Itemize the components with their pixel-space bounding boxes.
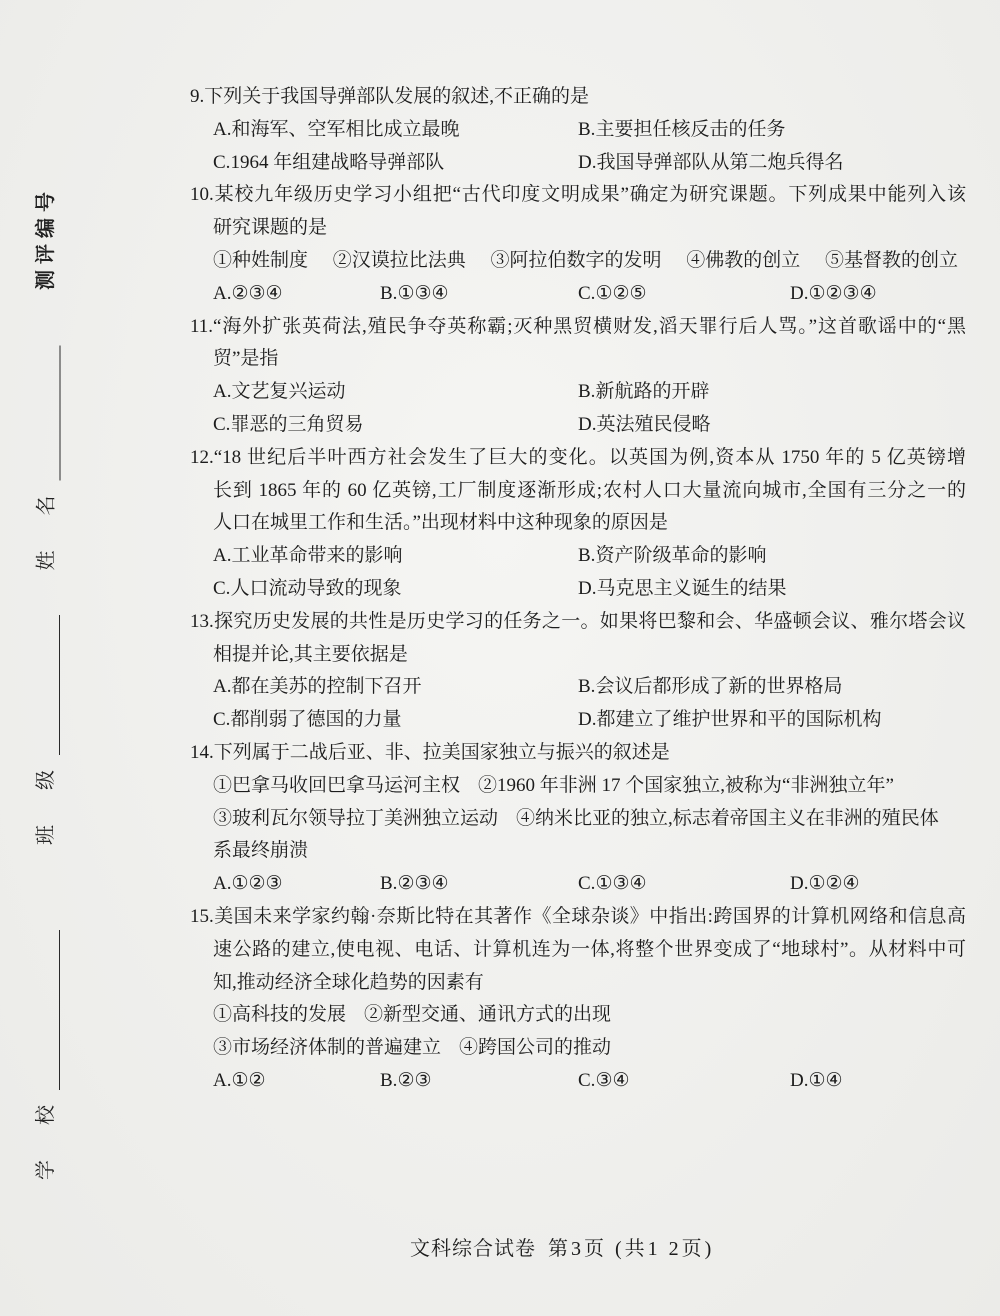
statement-item: ②汉谟拉比法典 (332, 249, 466, 271)
option-c (213, 409, 578, 442)
option-text: 工业革命带来的影响 (231, 545, 403, 567)
options-row (213, 409, 966, 442)
option-text: ①②③④ (808, 282, 877, 304)
name-blank (32, 345, 60, 480)
statement-row (213, 835, 966, 868)
option-d (578, 704, 966, 737)
options-row (213, 540, 966, 573)
option-c (578, 1065, 790, 1098)
option-text: 主要担任核反击的任务 (595, 118, 786, 140)
name-label: 姓 名 (35, 480, 57, 570)
options-row (213, 114, 966, 147)
option-text: 和海军、空军相比成立最晚 (231, 118, 460, 140)
statement-item: ④佛教的创立 (686, 249, 801, 271)
question-11 (190, 311, 968, 442)
option-key: B. (380, 873, 398, 895)
question-stem-line (190, 901, 966, 934)
school-label: 学 校 (35, 1090, 57, 1180)
option-key: D. (578, 151, 597, 173)
question-stem-line (213, 507, 966, 540)
statement-row (213, 803, 966, 836)
option-text: 新航路的开辟 (595, 381, 710, 403)
statement-item: ①种姓制度 (213, 249, 309, 271)
option-key: A. (213, 873, 232, 895)
question-number: 14. (190, 741, 214, 763)
question-stem-text: “18 世纪后半叶西方社会发生了巨大的变化。以英国为例,资本从 1750 年的 5 亿英镑增 (213, 446, 966, 468)
option-key: C. (213, 151, 231, 173)
option-text: 文艺复兴运动 (231, 381, 346, 403)
option-a (213, 671, 578, 704)
option-c (578, 868, 790, 901)
option-d (578, 573, 966, 606)
question-stem-text: 速公路的建立,使电视、电话、计算机连为一体,将整个世界变成了“地球村”。从材料中可 (213, 938, 966, 960)
question-number: 15. (190, 905, 214, 927)
options-row (213, 1065, 966, 1098)
statement-item: ⑤基督教的创立 (824, 249, 958, 271)
option-text: ②③④ (231, 282, 283, 304)
option-d (790, 278, 966, 311)
option-b (578, 376, 966, 409)
class-field (32, 615, 60, 845)
option-text: 人口流动导致的现象 (230, 577, 402, 599)
question-number: 10. (190, 184, 214, 206)
option-key: B. (578, 676, 596, 698)
statement-item: ④跨国公司的推动 (459, 1037, 612, 1059)
option-key: C. (578, 1069, 596, 1091)
question-stem-text: 贸”是指 (213, 348, 279, 370)
question-stem-line (213, 967, 966, 1000)
footer-subject: 文科综合试卷 (410, 1238, 536, 1260)
option-text: 英法殖民侵略 (596, 413, 711, 435)
question-stem-text: 知,推动经济全球化趋势的因素有 (213, 971, 484, 993)
option-key: C. (578, 282, 596, 304)
option-key: A. (213, 381, 232, 403)
question-number: 12. (190, 446, 214, 468)
option-key: B. (578, 118, 596, 140)
question-stem-text: 下列关于我国导弹部队发展的叙述,不正确的是 (204, 86, 590, 107)
footer-page-number: 第3页 (共1 2页) (548, 1238, 715, 1260)
question-stem-text: 探究历史发展的共性是历史学习的任务之一。如果将巴黎和会、华盛顿会议、雅尔塔会议 (213, 610, 966, 632)
question-stem-text: 下列属于二战后亚、非、拉美国家独立与振兴的叙述是 (213, 741, 670, 763)
option-key: D. (790, 1069, 809, 1091)
statement-item: ①高科技的发展 (213, 1004, 347, 1026)
question-stem-line (190, 737, 966, 770)
option-c (213, 147, 578, 180)
options-row (213, 376, 966, 409)
question-stem-text: 长到 1865 年的 60 亿英镑,工厂制度逐渐形成;农村人口大量流向城市,全国有三分之一的 (213, 479, 966, 501)
option-a (213, 868, 380, 901)
option-text: 1964 年组建战略导弹部队 (230, 151, 445, 173)
option-key: B. (578, 381, 596, 403)
option-key: B. (380, 282, 398, 304)
option-key: C. (213, 413, 231, 435)
question-number: 13. (190, 610, 214, 632)
class-blank (32, 615, 60, 755)
option-d (578, 147, 966, 180)
statement-item: ①巴拿马收回巴拿马运河主权 (213, 774, 461, 796)
options-row (213, 671, 966, 704)
option-b (380, 868, 578, 901)
option-key: D. (790, 873, 809, 895)
option-text: ①②④ (808, 873, 860, 895)
option-a (213, 376, 578, 409)
option-a (213, 278, 380, 311)
question-stem-line (213, 475, 966, 508)
statement-row (213, 245, 958, 278)
option-b (380, 1065, 578, 1098)
option-d (790, 868, 966, 901)
question-number: 9. (190, 86, 205, 107)
option-text: 马克思主义诞生的结果 (596, 577, 787, 599)
option-key: C. (578, 873, 596, 895)
eval-number-field (32, 180, 60, 290)
question-10 (190, 179, 968, 310)
option-text: 我国导弹部队从第二炮兵得名 (596, 151, 844, 173)
option-text: ①② (231, 1069, 266, 1091)
question-stem-text: 研究课题的是 (213, 217, 328, 239)
question-13 (190, 606, 968, 737)
option-key: A. (213, 545, 232, 567)
option-c (213, 704, 578, 737)
question-stem-line (190, 311, 966, 344)
question-14 (190, 737, 968, 901)
option-key: B. (578, 545, 596, 567)
statement-item: ④纳米比亚的独立,标志着帝国主义在非洲的殖民体 (516, 807, 939, 829)
question-stem-text: 人口在城里工作和生活。”出现材料中这种现象的原因是 (213, 512, 668, 534)
statement-item: ③市场经济体制的普遍建立 (213, 1037, 442, 1059)
question-stem-line (190, 179, 966, 212)
question-stem-text: 某校九年级历史学习小组把“古代印度文明成果”确定为研究课题。下列成果中能列入该 (213, 184, 966, 206)
options-row (213, 573, 966, 606)
question-stem-line (190, 442, 966, 475)
option-c (213, 573, 578, 606)
option-text: ①③④ (595, 873, 647, 895)
option-key: D. (578, 413, 597, 435)
question-stem-text: “海外扩张英荷法,殖民争夺英称霸;灭种黑贸横财发,滔天罪行后人骂。”这首歌谣中的“黑 (213, 315, 966, 337)
question-stem-line (213, 639, 966, 672)
statement-item: ③玻利瓦尔领导拉丁美洲独立运动 (213, 807, 499, 829)
question-15 (190, 901, 968, 1098)
statement-item: ②新型交通、通讯方式的出现 (364, 1004, 612, 1026)
option-text: 会议后都形成了新的世界格局 (595, 676, 843, 698)
option-key: D. (790, 282, 809, 304)
option-text: ①③④ (397, 282, 449, 304)
statement-row (213, 999, 966, 1032)
option-a (213, 540, 578, 573)
option-text: 罪恶的三角贸易 (230, 413, 364, 435)
option-key: A. (213, 1069, 232, 1091)
option-text: ①②③ (231, 873, 283, 895)
option-text: ②③④ (397, 873, 449, 895)
question-stem-line (190, 81, 966, 114)
option-text: ②③ (397, 1069, 432, 1091)
school-blank (32, 930, 60, 1090)
statement-item-continuation: 系最终崩溃 (213, 840, 309, 862)
option-text: ③④ (595, 1069, 630, 1091)
question-stem-text: 相提并论,其主要依据是 (213, 643, 408, 665)
question-list (190, 81, 968, 1098)
option-text: 都在美苏的控制下召开 (231, 676, 422, 698)
question-stem-line (213, 934, 966, 967)
page-footer (410, 1236, 714, 1262)
option-key: A. (213, 282, 232, 304)
option-key: B. (380, 1069, 398, 1091)
eval-number-label: 测评编号 (35, 186, 57, 290)
option-key: A. (213, 676, 232, 698)
statement-row (213, 770, 966, 803)
option-key: D. (578, 577, 597, 599)
option-text: 都建立了维护世界和平的国际机构 (596, 709, 882, 731)
option-b (578, 540, 966, 573)
question-stem-text: 美国未来学家约翰·奈斯比特在其著作《全球杂谈》中指出:跨国界的计算机网络和信息高 (213, 905, 966, 927)
option-key: A. (213, 118, 232, 140)
question-9 (190, 81, 968, 179)
option-b (578, 671, 966, 704)
question-12 (190, 442, 968, 606)
class-label: 班 级 (35, 755, 57, 845)
name-field (32, 345, 60, 570)
statement-item: ②1960 年非洲 17 个国家独立,被称为“非洲独立年” (478, 774, 894, 796)
options-row (213, 868, 966, 901)
option-key: D. (578, 709, 597, 731)
option-key: C. (213, 577, 231, 599)
options-row (213, 147, 966, 180)
school-field (32, 930, 60, 1180)
option-text: ①②⑤ (595, 282, 647, 304)
option-a (213, 1065, 380, 1098)
option-a (213, 114, 578, 147)
options-row (213, 278, 966, 311)
question-stem-line (190, 606, 966, 639)
option-b (578, 114, 966, 147)
option-text: 都削弱了德国的力量 (230, 709, 402, 731)
statement-row (213, 1032, 966, 1065)
option-text: 资产阶级革命的影响 (595, 545, 767, 567)
option-d (578, 409, 966, 442)
option-key: C. (213, 709, 231, 731)
statement-item: ③阿拉伯数字的发明 (490, 249, 662, 271)
question-stem-line (213, 343, 966, 376)
option-d (790, 1065, 966, 1098)
option-b (380, 278, 578, 311)
option-c (578, 278, 790, 311)
option-text: ①④ (808, 1069, 843, 1091)
question-stem-line (213, 212, 966, 245)
question-number: 11. (190, 315, 214, 337)
options-row (213, 704, 966, 737)
